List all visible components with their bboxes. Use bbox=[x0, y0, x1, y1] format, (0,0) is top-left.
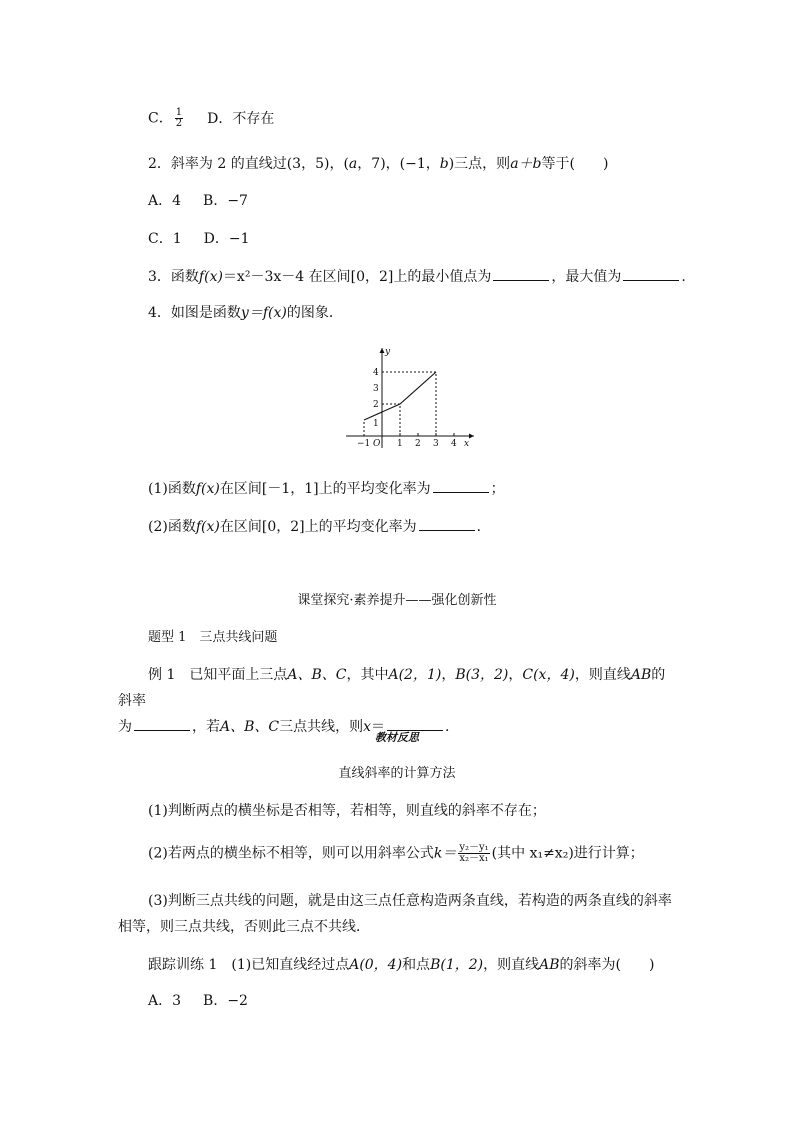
ex1-sep: ， bbox=[508, 667, 523, 683]
q3-text-a: 3．函数 bbox=[148, 269, 199, 285]
q2-text-b: ，7)，(−1， bbox=[357, 156, 440, 172]
q4-sub1-b: 在区间[－1，1]上的平均变化率为 bbox=[219, 481, 431, 497]
answer-blank[interactable] bbox=[433, 478, 489, 493]
function-graph bbox=[340, 344, 480, 454]
t1-text-a: 跟踪训练 1 (1)已知直线经过点 bbox=[148, 957, 350, 973]
x-axis-label: x bbox=[464, 439, 470, 449]
t1-option-b: B．−2 bbox=[203, 993, 248, 1009]
q2-text-a: 2．斜率为 2 的直线过(3，5)，( bbox=[148, 156, 349, 172]
ex1-text-f: 的斜率 bbox=[118, 667, 666, 709]
method-1: (1)判断两点的横坐标是否相等，若相等，则直线的斜率不存在； bbox=[148, 803, 546, 819]
ex1-text-b: ，其中 bbox=[346, 667, 389, 683]
q4-sub1-a: (1)函数 bbox=[148, 481, 196, 497]
method-2 bbox=[148, 843, 644, 864]
q2-text-c: )三点，则 bbox=[448, 156, 511, 172]
answer-blank[interactable] bbox=[623, 266, 679, 281]
answer-blank[interactable] bbox=[493, 266, 549, 281]
y-tick-label: 3 bbox=[373, 384, 379, 394]
q2-option-d: D．−1 bbox=[203, 231, 250, 247]
slope-fraction: $\frac{\text{y₂－y₁}}{\text{x₂－x₁}}$ bbox=[459, 842, 489, 864]
ex1-line-ab: AB bbox=[630, 667, 652, 683]
y-tick-label: 2 bbox=[373, 400, 379, 410]
x-axis-arrow bbox=[469, 434, 474, 439]
q4-yfx: y＝f(x) bbox=[240, 305, 287, 321]
q4-text-a: 4．如图是函数 bbox=[148, 305, 241, 321]
ex1-line2-b: ，若 bbox=[192, 719, 220, 735]
q4-sub2 bbox=[148, 516, 491, 537]
function-curve bbox=[364, 372, 436, 420]
q4-sub1-end: ； bbox=[490, 481, 505, 497]
ex1-point-c: C(x，4) bbox=[522, 667, 575, 683]
x-tick-label: 2 bbox=[415, 439, 421, 449]
t1-text-c: ，则直线 bbox=[483, 957, 540, 973]
fraction-one-half: $\frac{1}{2}$ bbox=[175, 107, 183, 129]
x-tick-label: 4 bbox=[451, 439, 457, 449]
ex1-text-a: 例 1 已知平面上三点 bbox=[148, 667, 288, 683]
m2-k: k＝ bbox=[433, 845, 457, 862]
question-3 bbox=[148, 266, 686, 287]
ex1-line2-c: 三点共线，则 bbox=[279, 719, 364, 735]
q3-text-b: ＝x²－3x－4 在区间[0，2]上的最小值点为 bbox=[222, 269, 492, 285]
t1-point-b: B(1，2) bbox=[430, 957, 484, 973]
section-title: 课堂探究·素养提升——强化创新性 bbox=[297, 593, 497, 608]
method-title: 直线斜率的计算方法 bbox=[338, 766, 456, 781]
y-tick-label: 4 bbox=[373, 368, 379, 378]
ex1-line2-end: . bbox=[445, 719, 450, 735]
method-3 bbox=[118, 888, 678, 940]
q3-text-c: ，最大值为 bbox=[551, 269, 622, 285]
ex1-var-x: x bbox=[363, 719, 372, 735]
option-c-label: C． bbox=[148, 110, 173, 127]
q2-options-cd bbox=[148, 229, 250, 249]
ex1-line2-d: ＝ bbox=[371, 719, 386, 735]
q4-sub2-end: ． bbox=[476, 519, 491, 535]
q2-option-c: C．1 bbox=[148, 231, 182, 247]
q2-text-d: 等于( ) bbox=[541, 156, 609, 172]
ex1-line2-a: 为 bbox=[118, 719, 132, 735]
q2-option-a: A．4 bbox=[148, 193, 182, 209]
t1-text-d: 的斜率为( ) bbox=[559, 957, 655, 973]
ex1-point-b: B(3，2) bbox=[455, 667, 509, 683]
answer-blank[interactable] bbox=[419, 516, 475, 531]
q2-var-b: b bbox=[439, 156, 449, 172]
y-axis-arrow bbox=[380, 348, 385, 353]
track-1-options bbox=[148, 991, 248, 1011]
y-tick-label: 1 bbox=[373, 419, 379, 429]
y-axis-label: y bbox=[385, 347, 391, 357]
ex1-points: A、B、C bbox=[287, 667, 347, 683]
q1-options bbox=[148, 108, 274, 129]
q4-sub2-b: 在区间[0，2]上的平均变化率为 bbox=[219, 519, 417, 535]
x-tick-label: 1 bbox=[397, 439, 403, 449]
x-tick-label: −1 bbox=[357, 439, 371, 449]
x-tick-label: 3 bbox=[433, 439, 439, 449]
q4-sub2-fx: f(x) bbox=[195, 519, 220, 535]
q2-sum: a＋b bbox=[510, 156, 542, 172]
t1-point-a: A(0，4) bbox=[349, 957, 403, 973]
question-2 bbox=[148, 154, 608, 174]
topic-heading: 题型 1 三点共线问题 bbox=[148, 630, 278, 645]
q2-option-b: B．−7 bbox=[203, 193, 248, 209]
q3-fx: f(x) bbox=[198, 269, 223, 285]
t1-line-ab: AB bbox=[539, 957, 560, 973]
t1-option-a: A．3 bbox=[148, 993, 182, 1009]
track-1 bbox=[148, 955, 654, 975]
q4-sub2-a: (2)函数 bbox=[148, 519, 196, 535]
ex1-sep: ， bbox=[441, 667, 456, 683]
t1-text-b: 和点 bbox=[402, 957, 431, 973]
q2-options-ab bbox=[148, 191, 248, 211]
ex1-text-e: ，则直线 bbox=[574, 667, 631, 683]
q3-end: . bbox=[681, 269, 686, 285]
ex1-points-2: A、B、C bbox=[220, 719, 280, 735]
question-4 bbox=[148, 303, 343, 323]
m2-text-a: (2)若两点的横坐标不相等，则可以用斜率公式 bbox=[148, 845, 434, 862]
q4-text-b: 的图象． bbox=[286, 305, 343, 321]
ex1-point-a: A(2，1) bbox=[388, 667, 442, 683]
origin-label: O bbox=[373, 439, 381, 449]
q4-sub1-fx: f(x) bbox=[195, 481, 220, 497]
m2-text-b: (其中 x₁≠x₂)进行计算； bbox=[491, 845, 644, 862]
q2-var-a: a bbox=[348, 156, 358, 172]
option-d: D．不存在 bbox=[207, 110, 275, 127]
m3-text: (3)判断三点共线的问题，就是由这三点任意构造两条直线，若构造的两条直线的斜率相等，则三点共线，否则此三点不共线． bbox=[118, 893, 672, 935]
reflect-title: 教材反思 bbox=[375, 731, 419, 744]
q4-sub1 bbox=[148, 478, 505, 499]
